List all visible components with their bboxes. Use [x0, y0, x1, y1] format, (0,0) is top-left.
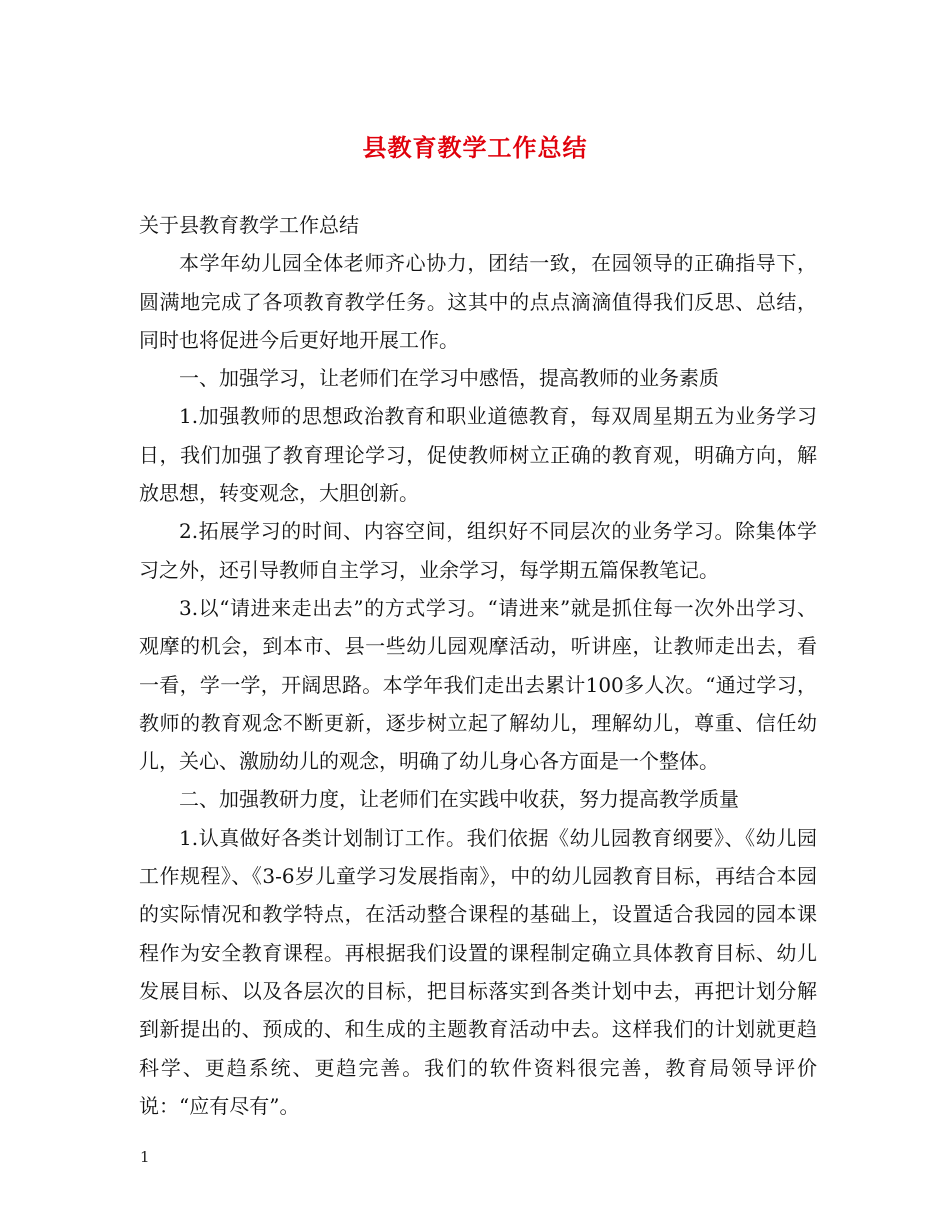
body-paragraph: 2.拓展学习的时间、内容空间，组织好不同层次的业务学习。除集体学习之外，还引导教师自主学习，业余学习，每学期五篇保教笔记。	[139, 519, 817, 582]
intro-paragraph: 本学年幼儿园全体老师齐心协力，团结一致，在园领导的正确指导下，圆满地完成了各项教育教学任务。这其中的点点滴滴值得我们反思、总结，同时也将促进今后更好地开展工作。	[139, 251, 817, 352]
body-paragraph: 1.认真做好各类计划制订工作。我们依据《幼儿园教育纲要》、《幼儿园工作规程》、《3-6岁儿童学习发展指南》，中的幼儿园教育目标，再结合本园的实际情况和教学特点，在活动整合课程的基础上，设置适合我园的园本课程作为安全教育课程。再根据我们设置的课程制定确立具体教育目标、幼儿发展目标、以及各层次的目标，把目标落实到各类计划中去，再把计划分解到新提出的、预成的、和生成的主题教育活动中去。这样我们的计划就更趋科学、更趋系统、更趋完善。我们的软件资料很完善，教育局领导评价说：“应有尽有”。	[139, 825, 817, 1118]
section-heading-2: 二、加强教研力度，让老师们在实践中收获，努力提高教学质量	[179, 787, 739, 812]
page-number: 1	[140, 1148, 150, 1166]
document-title: 县教育教学工作总结	[362, 134, 588, 162]
section-heading-1: 一、加强学习，让老师们在学习中感悟，提高教师的业务素质	[179, 366, 719, 391]
subtitle-paragraph: 关于县教育教学工作总结	[139, 213, 359, 237]
body-paragraph: 3.以“请进来走出去”的方式学习。“请进来”就是抓住每一次外出学习、观摩的机会，到本市、县一些幼儿园观摩活动，听讲座，让教师走出去，看一看，学一学，开阔思路。本学年我们走出去累计100多人次。“通过学习，教师的教育观念不断更新，逐步树立起了解幼儿，理解幼儿，尊重、信任幼儿，关心、激励幼儿的观念，明确了幼儿身心各方面是一个整体。	[139, 595, 817, 774]
document-body	[139, 206, 817, 1125]
body-paragraph: 1.加强教师的思想政治教育和职业道德教育，每双周星期五为业务学习日，我们加强了教育理论学习，促使教师树立正确的教育观，明确方向，解放思想，转变观念，大胆创新。	[139, 404, 817, 506]
